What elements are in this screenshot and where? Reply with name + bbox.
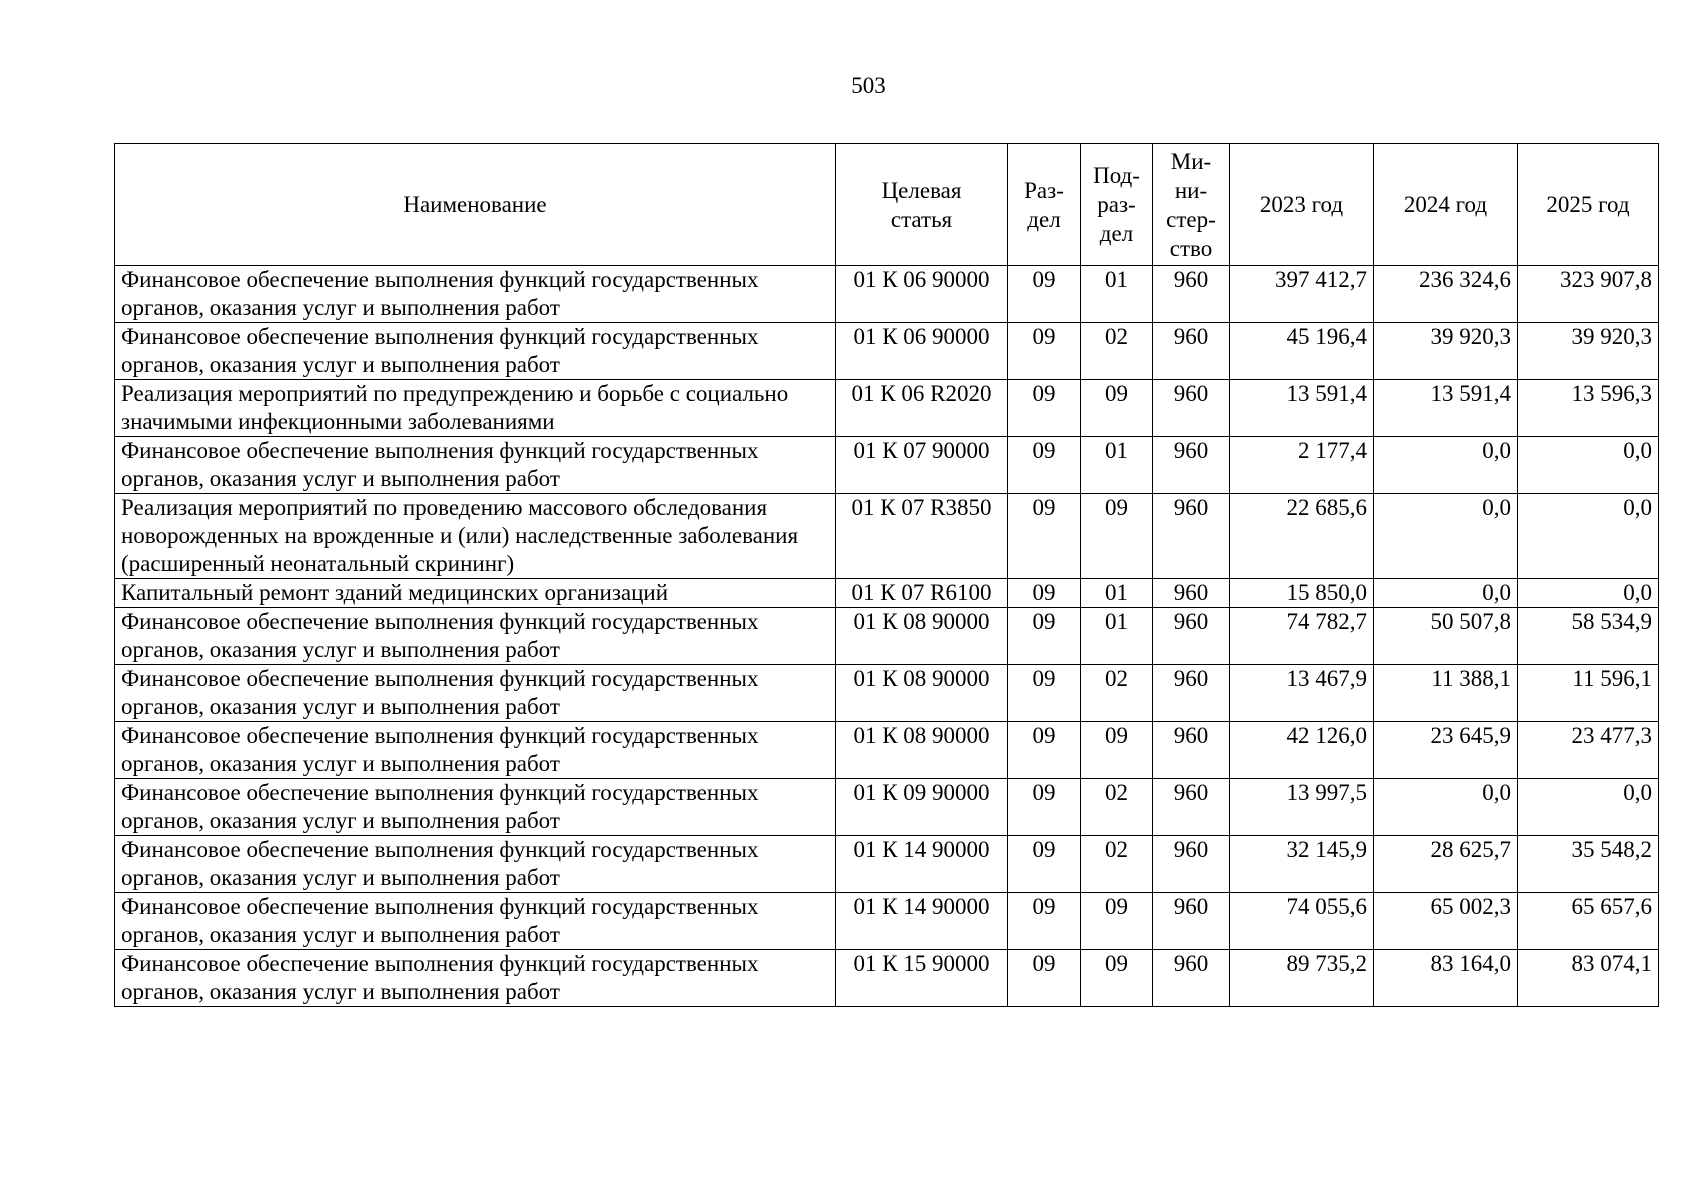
cell-2024: 28 625,7 — [1374, 836, 1518, 893]
cell-target: 01 К 15 90000 — [836, 950, 1008, 1007]
cell-target: 01 К 08 90000 — [836, 722, 1008, 779]
cell-2024: 13 591,4 — [1374, 380, 1518, 437]
header-name: Наименование — [115, 144, 836, 266]
cell-2023: 89 735,2 — [1230, 950, 1374, 1007]
header-subsection: Под- раз- дел — [1081, 144, 1153, 266]
cell-2024: 0,0 — [1374, 494, 1518, 579]
cell-2025: 13 596,3 — [1518, 380, 1659, 437]
cell-subsection: 01 — [1081, 437, 1153, 494]
cell-2024: 0,0 — [1374, 437, 1518, 494]
cell-2024: 0,0 — [1374, 779, 1518, 836]
table-header-row — [115, 144, 1659, 266]
cell-2023: 74 055,6 — [1230, 893, 1374, 950]
cell-2025: 58 534,9 — [1518, 608, 1659, 665]
table-row — [115, 494, 1659, 579]
header-ministry: Ми- ни- стер- ство — [1153, 144, 1230, 266]
cell-section: 09 — [1008, 494, 1081, 579]
table-row — [115, 323, 1659, 380]
cell-2023: 45 196,4 — [1230, 323, 1374, 380]
table-row — [115, 722, 1659, 779]
table-row — [115, 779, 1659, 836]
cell-section: 09 — [1008, 950, 1081, 1007]
cell-name: Реализация мероприятий по предупреждению и борьбе с социально значимыми инфекционными заболеваниями — [115, 380, 836, 437]
cell-ministry: 960 — [1153, 494, 1230, 579]
cell-ministry: 960 — [1153, 722, 1230, 779]
cell-subsection: 02 — [1081, 779, 1153, 836]
cell-name: Финансовое обеспечение выполнения функций государственных органов, оказания услуг и выполнения работ — [115, 323, 836, 380]
cell-2024: 50 507,8 — [1374, 608, 1518, 665]
cell-section: 09 — [1008, 836, 1081, 893]
cell-2024: 39 920,3 — [1374, 323, 1518, 380]
cell-ministry: 960 — [1153, 779, 1230, 836]
cell-name: Финансовое обеспечение выполнения функций государственных органов, оказания услуг и выполнения работ — [115, 779, 836, 836]
cell-2025: 39 920,3 — [1518, 323, 1659, 380]
cell-ministry: 960 — [1153, 380, 1230, 437]
page-number: 503 — [851, 73, 886, 98]
cell-target: 01 К 06 R2020 — [836, 380, 1008, 437]
cell-target: 01 К 06 90000 — [836, 266, 1008, 323]
cell-target: 01 К 14 90000 — [836, 836, 1008, 893]
table-row — [115, 836, 1659, 893]
header-2024: 2024 год — [1374, 144, 1518, 266]
cell-2025: 35 548,2 — [1518, 836, 1659, 893]
cell-target: 01 К 07 R3850 — [836, 494, 1008, 579]
cell-2024: 0,0 — [1374, 579, 1518, 608]
cell-2023: 22 685,6 — [1230, 494, 1374, 579]
table-row — [115, 665, 1659, 722]
cell-ministry: 960 — [1153, 836, 1230, 893]
header-section: Раз- дел — [1008, 144, 1081, 266]
cell-name: Финансовое обеспечение выполнения функций государственных органов, оказания услуг и выполнения работ — [115, 893, 836, 950]
cell-ministry: 960 — [1153, 665, 1230, 722]
cell-name: Финансовое обеспечение выполнения функций государственных органов, оказания услуг и выполнения работ — [115, 437, 836, 494]
cell-2025: 83 074,1 — [1518, 950, 1659, 1007]
cell-2023: 13 997,5 — [1230, 779, 1374, 836]
cell-subsection: 02 — [1081, 836, 1153, 893]
cell-2023: 42 126,0 — [1230, 722, 1374, 779]
cell-ministry: 960 — [1153, 579, 1230, 608]
cell-subsection: 02 — [1081, 323, 1153, 380]
cell-target: 01 К 08 90000 — [836, 608, 1008, 665]
cell-name: Финансовое обеспечение выполнения функций государственных органов, оказания услуг и выполнения работ — [115, 608, 836, 665]
cell-2023: 397 412,7 — [1230, 266, 1374, 323]
cell-target: 01 К 07 90000 — [836, 437, 1008, 494]
cell-section: 09 — [1008, 579, 1081, 608]
cell-2025: 11 596,1 — [1518, 665, 1659, 722]
table-row — [115, 950, 1659, 1007]
cell-subsection: 02 — [1081, 665, 1153, 722]
cell-subsection: 09 — [1081, 722, 1153, 779]
header-2025: 2025 год — [1518, 144, 1659, 266]
cell-section: 09 — [1008, 380, 1081, 437]
cell-2024: 236 324,6 — [1374, 266, 1518, 323]
cell-subsection: 09 — [1081, 893, 1153, 950]
cell-2024: 23 645,9 — [1374, 722, 1518, 779]
cell-ministry: 960 — [1153, 266, 1230, 323]
cell-subsection: 09 — [1081, 380, 1153, 437]
cell-section: 09 — [1008, 893, 1081, 950]
cell-name: Финансовое обеспечение выполнения функций государственных органов, оказания услуг и выполнения работ — [115, 665, 836, 722]
cell-subsection: 01 — [1081, 579, 1153, 608]
header-target: Целевая статья — [836, 144, 1008, 266]
cell-name: Финансовое обеспечение выполнения функций государственных органов, оказания услуг и выполнения работ — [115, 722, 836, 779]
cell-name: Финансовое обеспечение выполнения функций государственных органов, оказания услуг и выполнения работ — [115, 836, 836, 893]
cell-target: 01 К 08 90000 — [836, 665, 1008, 722]
cell-name: Капитальный ремонт зданий медицинских организаций — [115, 579, 836, 608]
cell-2025: 23 477,3 — [1518, 722, 1659, 779]
cell-2025: 0,0 — [1518, 579, 1659, 608]
cell-section: 09 — [1008, 722, 1081, 779]
cell-ministry: 960 — [1153, 437, 1230, 494]
cell-section: 09 — [1008, 779, 1081, 836]
cell-name: Реализация мероприятий по проведению массового обследования новорожденных на врожденные и (или) наследственные заболевания (расширенный неонатальный скрининг) — [115, 494, 836, 579]
cell-name: Финансовое обеспечение выполнения функций государственных органов, оказания услуг и выполнения работ — [115, 950, 836, 1007]
cell-2025: 0,0 — [1518, 437, 1659, 494]
table-row — [115, 608, 1659, 665]
cell-ministry: 960 — [1153, 323, 1230, 380]
table-row — [115, 893, 1659, 950]
cell-ministry: 960 — [1153, 950, 1230, 1007]
cell-2023: 15 850,0 — [1230, 579, 1374, 608]
table-row — [115, 380, 1659, 437]
cell-2024: 65 002,3 — [1374, 893, 1518, 950]
cell-2023: 74 782,7 — [1230, 608, 1374, 665]
table-row — [115, 579, 1659, 608]
table-row — [115, 437, 1659, 494]
cell-target: 01 К 06 90000 — [836, 323, 1008, 380]
budget-table — [114, 143, 1659, 1007]
cell-section: 09 — [1008, 437, 1081, 494]
cell-name: Финансовое обеспечение выполнения функций государственных органов, оказания услуг и выполнения работ — [115, 266, 836, 323]
table-row — [115, 266, 1659, 323]
cell-2023: 13 591,4 — [1230, 380, 1374, 437]
cell-2023: 2 177,4 — [1230, 437, 1374, 494]
table-body — [115, 266, 1659, 1007]
header-2023: 2023 год — [1230, 144, 1374, 266]
cell-2023: 32 145,9 — [1230, 836, 1374, 893]
cell-2025: 0,0 — [1518, 779, 1659, 836]
cell-section: 09 — [1008, 323, 1081, 380]
cell-2024: 11 388,1 — [1374, 665, 1518, 722]
cell-section: 09 — [1008, 665, 1081, 722]
cell-ministry: 960 — [1153, 608, 1230, 665]
cell-subsection: 01 — [1081, 266, 1153, 323]
cell-2025: 65 657,6 — [1518, 893, 1659, 950]
cell-ministry: 960 — [1153, 893, 1230, 950]
cell-2025: 323 907,8 — [1518, 266, 1659, 323]
cell-target: 01 К 09 90000 — [836, 779, 1008, 836]
cell-target: 01 К 07 R6100 — [836, 579, 1008, 608]
cell-2025: 0,0 — [1518, 494, 1659, 579]
cell-subsection: 01 — [1081, 608, 1153, 665]
cell-section: 09 — [1008, 608, 1081, 665]
cell-subsection: 09 — [1081, 950, 1153, 1007]
cell-target: 01 К 14 90000 — [836, 893, 1008, 950]
cell-2023: 13 467,9 — [1230, 665, 1374, 722]
cell-subsection: 09 — [1081, 494, 1153, 579]
cell-section: 09 — [1008, 266, 1081, 323]
cell-2024: 83 164,0 — [1374, 950, 1518, 1007]
